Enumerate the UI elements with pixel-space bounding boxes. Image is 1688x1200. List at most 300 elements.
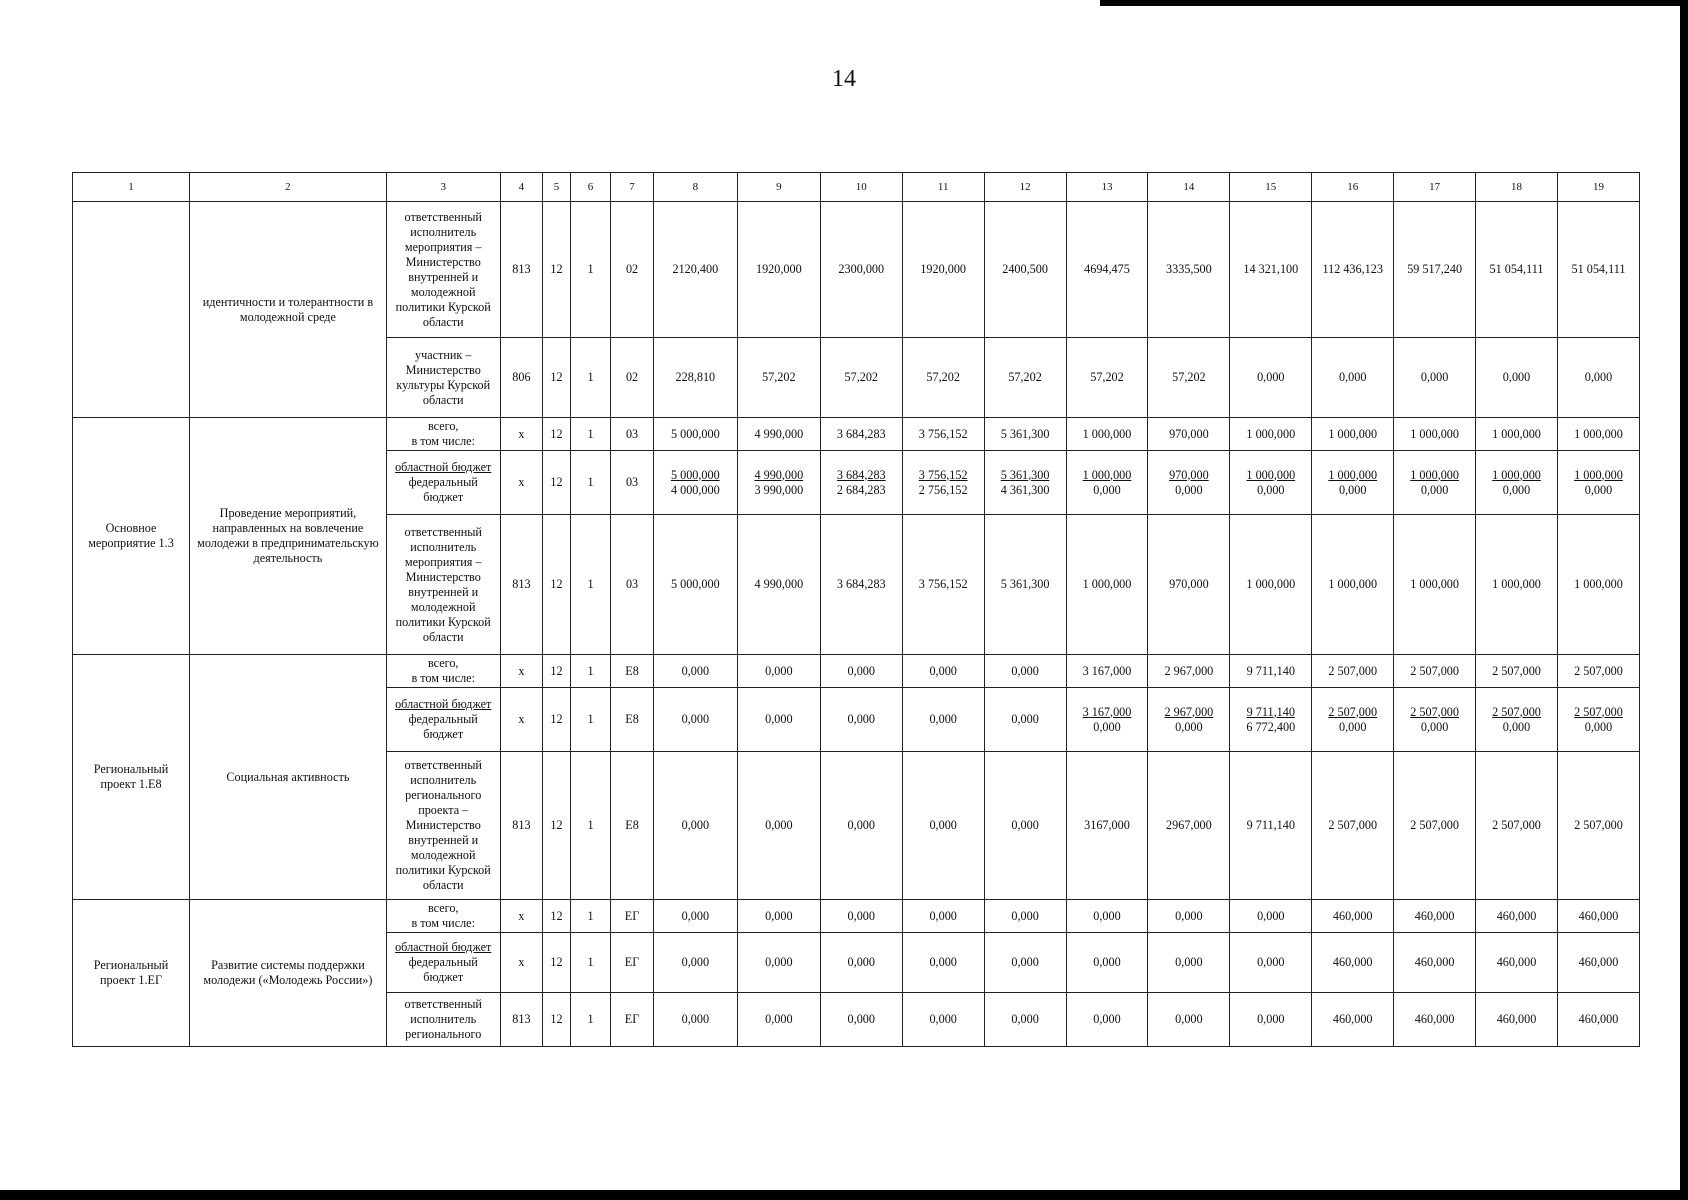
federal-budget-value: 0,000: [1175, 482, 1203, 497]
regional-budget-value: 4 990,000: [754, 467, 804, 482]
amount-value: 460,000: [1414, 1012, 1455, 1026]
value-cell: [1066, 993, 1148, 1047]
federal-budget-value: 0,000: [1502, 719, 1531, 734]
budget-value: 0,000: [681, 955, 710, 969]
participant-cell: [386, 338, 500, 418]
activity-name-cell: Социальная активность: [190, 655, 387, 900]
amount-value: 0,000: [929, 818, 957, 832]
scan-border-right: [1680, 0, 1688, 1200]
value-cell: [902, 752, 984, 900]
federal-budget-value: 4 000,000: [670, 482, 720, 497]
value-cell: [902, 338, 984, 418]
value-cell: [1394, 338, 1476, 418]
value-cell: [1476, 752, 1558, 900]
value-cell: [653, 515, 737, 655]
amount-value: 14 321,100: [1243, 262, 1299, 276]
value-cell: [984, 933, 1066, 993]
code-cell: ЕГ: [611, 900, 654, 933]
value-cell: [1394, 418, 1476, 451]
amount-value: 2967,000: [1166, 818, 1212, 832]
amount-value: 1 000,000: [1082, 426, 1132, 441]
budget-value: 0,000: [847, 955, 875, 969]
value-cell: [1394, 900, 1476, 933]
amount-value: 3 756,152: [918, 577, 968, 591]
value-cell: [984, 515, 1066, 655]
amount-value: 9 711,140: [1246, 663, 1295, 678]
value-cell: [1394, 688, 1476, 752]
value-cell: [1557, 338, 1639, 418]
participant-label: участник – Министерство культуры Курской области: [396, 347, 491, 407]
amount-value: 2 967,000: [1164, 663, 1214, 678]
code-cell: 03: [611, 418, 654, 451]
value-cell: [1230, 515, 1312, 655]
participant-cell: [386, 900, 500, 933]
value-cell: [1148, 515, 1230, 655]
participant-cell: [386, 933, 500, 993]
amount-value: 0,000: [1011, 663, 1039, 678]
value-cell: [1557, 655, 1639, 688]
value-cell: [984, 993, 1066, 1047]
code-cell: x: [500, 900, 543, 933]
column-number-header: 18: [1476, 173, 1558, 202]
amount-value: 0,000: [929, 663, 957, 678]
code-cell: Е8: [611, 688, 654, 752]
code-cell: 03: [611, 451, 654, 515]
value-cell: [820, 900, 902, 933]
federal-budget-value: 0,000: [1502, 482, 1531, 497]
amount-value: 57,202: [1090, 370, 1124, 384]
budget-value: 460,000: [1332, 955, 1373, 969]
value-cell: [1230, 655, 1312, 688]
amount-value: 1 000,000: [1410, 577, 1459, 591]
value-cell: [1066, 418, 1148, 451]
column-number-header: 14: [1148, 173, 1230, 202]
value-cell: [820, 752, 902, 900]
column-number-header: 2: [190, 173, 387, 202]
value-cell: [1148, 752, 1230, 900]
amount-value: 0,000: [1175, 1012, 1203, 1026]
value-cell: [820, 655, 902, 688]
value-cell: [1476, 688, 1558, 752]
regional-budget-label: областной бюджет: [395, 697, 492, 711]
value-cell: [984, 900, 1066, 933]
budget-value: 0,000: [1093, 955, 1121, 969]
code-cell: 1: [570, 688, 610, 752]
value-cell: [737, 993, 820, 1047]
value-cell: [1230, 993, 1312, 1047]
amount-value: 1 000,000: [1410, 426, 1459, 441]
value-cell: [902, 515, 984, 655]
participant-label: ответственный исполнитель мероприятия – Министерство внутренней и молодежной политики Курской области: [395, 209, 491, 329]
value-cell: [1066, 900, 1148, 933]
code-cell: 813: [500, 202, 543, 338]
amount-value: 2400,500: [1002, 262, 1048, 276]
amount-value: 0,000: [681, 818, 710, 832]
value-cell: [1230, 451, 1312, 515]
column-number-header: 7: [611, 173, 654, 202]
federal-budget-value: 2 684,283: [836, 482, 886, 497]
amount-value: 0,000: [1257, 908, 1285, 923]
budget-value: 460,000: [1414, 955, 1455, 969]
value-cell: [820, 451, 902, 515]
value-cell: [1066, 338, 1148, 418]
value-cell: [984, 418, 1066, 451]
amount-value: 112 436,123: [1322, 262, 1383, 276]
amount-value: 2 507,000: [1410, 818, 1459, 832]
column-number-header: 3: [386, 173, 500, 202]
value-cell: [1476, 933, 1558, 993]
budget-table: [72, 172, 1640, 1047]
code-cell: 1: [570, 202, 610, 338]
column-number-header: 17: [1394, 173, 1476, 202]
amount-value: 3 684,283: [836, 426, 886, 441]
participant-cell: [386, 993, 500, 1047]
amount-value: 0,000: [847, 818, 875, 832]
amount-value: 0,000: [765, 1012, 793, 1026]
value-cell: [1230, 688, 1312, 752]
code-cell: 1: [570, 900, 610, 933]
value-cell: [1066, 202, 1148, 338]
code-cell: 03: [611, 515, 654, 655]
code-cell: 02: [611, 338, 654, 418]
regional-budget-value: 5 000,000: [670, 467, 720, 482]
amount-value: 2120,400: [672, 262, 719, 276]
amount-value: 3335,500: [1166, 262, 1212, 276]
amount-value: 4694,475: [1084, 262, 1130, 276]
amount-value: 9 711,140: [1246, 818, 1295, 832]
value-cell: [737, 933, 820, 993]
value-cell: [1230, 338, 1312, 418]
code-cell: 12: [543, 451, 571, 515]
regional-budget-value: 1 000,000: [1082, 467, 1132, 482]
column-number-header: 6: [570, 173, 610, 202]
code-cell: x: [500, 655, 543, 688]
amount-value: 970,000: [1169, 426, 1209, 441]
value-cell: [1230, 752, 1312, 900]
amount-value: 5 361,300: [1000, 577, 1050, 591]
regional-budget-value: 3 756,152: [918, 467, 968, 482]
amount-value: 1920,000: [920, 262, 967, 276]
amount-value: 1920,000: [755, 262, 802, 276]
value-cell: [1476, 515, 1558, 655]
activity-code-cell: Региональный проект 1.Е8: [73, 655, 190, 900]
value-cell: [1394, 933, 1476, 993]
value-cell: [1394, 451, 1476, 515]
value-cell: [1148, 202, 1230, 338]
regional-budget-value: 2 507,000: [1410, 704, 1459, 719]
activity-code-cell: Региональный проект 1.ЕГ: [73, 900, 190, 1047]
total-label: всего,: [427, 901, 459, 915]
amount-value: 0,000: [929, 908, 957, 923]
amount-value: 2 507,000: [1328, 818, 1378, 832]
amount-value: 59 517,240: [1407, 262, 1463, 276]
value-cell: [1312, 933, 1394, 993]
amount-value: 4 990,000: [754, 426, 804, 441]
amount-value: 0,000: [1011, 908, 1039, 923]
value-cell: [1476, 993, 1558, 1047]
amount-value: 51 054,111: [1489, 262, 1544, 276]
value-cell: [1148, 655, 1230, 688]
value-cell: [737, 418, 820, 451]
value-cell: [1557, 451, 1639, 515]
code-cell: 1: [570, 418, 610, 451]
value-cell: [1312, 655, 1394, 688]
amount-value: 57,202: [1008, 370, 1042, 384]
value-cell: [1476, 900, 1558, 933]
code-cell: ЕГ: [611, 993, 654, 1047]
participant-cell: [386, 688, 500, 752]
amount-value: 1 000,000: [1246, 577, 1296, 591]
column-number-header: 8: [653, 173, 737, 202]
amount-value: 0,000: [1502, 370, 1531, 384]
activity-code-cell: [73, 202, 190, 418]
value-cell: [1148, 900, 1230, 933]
amount-value: 57,202: [926, 370, 960, 384]
column-number-row: [73, 173, 1640, 202]
value-cell: [1148, 688, 1230, 752]
value-cell: [820, 202, 902, 338]
value-cell: [820, 933, 902, 993]
code-cell: 1: [570, 515, 610, 655]
amount-value: 0,000: [847, 663, 875, 678]
column-number-header: 12: [984, 173, 1066, 202]
amount-value: 57,202: [844, 370, 879, 384]
amount-value: 0,000: [765, 908, 793, 923]
federal-budget-value: 0,000: [1175, 719, 1203, 734]
federal-budget-label: федеральный бюджет: [408, 955, 478, 984]
column-number-header: 19: [1557, 173, 1639, 202]
value-cell: [984, 655, 1066, 688]
budget-value: 0,000: [1011, 955, 1039, 969]
amount-value: 2300,000: [838, 262, 885, 276]
code-cell: 12: [543, 993, 571, 1047]
value-cell: [653, 993, 737, 1047]
amount-value: 5 000,000: [670, 426, 720, 441]
amount-value: 0,000: [847, 1012, 875, 1026]
code-cell: 1: [570, 933, 610, 993]
value-cell: [653, 418, 737, 451]
federal-budget-value: 0,000: [1420, 719, 1449, 734]
value-cell: [737, 451, 820, 515]
amount-value: 0,000: [1584, 370, 1613, 384]
value-cell: [984, 451, 1066, 515]
code-cell: 1: [570, 752, 610, 900]
value-cell: [1557, 900, 1639, 933]
value-cell: [653, 202, 737, 338]
amount-value: 970,000: [1169, 577, 1209, 591]
value-cell: [902, 900, 984, 933]
column-number-header: 11: [902, 173, 984, 202]
amount-value: 0,000: [1257, 370, 1285, 384]
federal-budget-value: 0,000: [1584, 719, 1613, 734]
column-number-header: 1: [73, 173, 190, 202]
value-cell: [1066, 515, 1148, 655]
amount-value: 0,000: [1175, 908, 1203, 923]
value-cell: [1148, 993, 1230, 1047]
value-cell: [737, 202, 820, 338]
value-cell: [902, 688, 984, 752]
federal-budget-value: 6 772,400: [1246, 719, 1296, 734]
budget-value: 0,000: [929, 955, 957, 969]
code-cell: 12: [543, 202, 571, 338]
amount-value: 460,000: [1332, 1012, 1373, 1026]
value-cell: [1148, 418, 1230, 451]
participant-cell: [386, 655, 500, 688]
value-cell: [653, 688, 737, 752]
code-cell: 12: [543, 515, 571, 655]
column-number-header: 16: [1312, 173, 1394, 202]
column-number-header: 4: [500, 173, 543, 202]
code-cell: x: [500, 688, 543, 752]
amount-value: 0,000: [1420, 370, 1449, 384]
value-cell: [1557, 688, 1639, 752]
value-cell: [653, 752, 737, 900]
value-cell: [902, 655, 984, 688]
budget-value: 460,000: [1578, 955, 1619, 969]
regional-budget-value: 2 507,000: [1492, 704, 1541, 719]
value-cell: [1394, 752, 1476, 900]
value-cell: [653, 338, 737, 418]
value-cell: [1557, 752, 1639, 900]
column-number-header: 5: [543, 173, 571, 202]
regional-budget-value: 0,000: [847, 712, 875, 726]
participant-cell: [386, 202, 500, 338]
value-cell: [653, 900, 737, 933]
federal-budget-value: 2 756,152: [918, 482, 968, 497]
regional-budget-value: 1 000,000: [1492, 467, 1541, 482]
code-cell: 12: [543, 900, 571, 933]
federal-budget-value: 0,000: [1093, 482, 1121, 497]
federal-budget-value: 0,000: [1420, 482, 1449, 497]
amount-value: 51 054,111: [1571, 262, 1626, 276]
amount-value: 0,000: [765, 663, 793, 678]
code-cell: 806: [500, 338, 543, 418]
value-cell: [984, 202, 1066, 338]
total-label: всего,: [427, 656, 459, 670]
federal-budget-value: 0,000: [1584, 482, 1613, 497]
amount-value: 3 756,152: [918, 426, 968, 441]
value-cell: [1148, 451, 1230, 515]
code-cell: 813: [500, 752, 543, 900]
value-cell: [1312, 515, 1394, 655]
value-cell: [1312, 688, 1394, 752]
value-cell: [1476, 655, 1558, 688]
code-cell: 813: [500, 515, 543, 655]
value-cell: [737, 515, 820, 655]
participant-cell: [386, 515, 500, 655]
amount-value: 0,000: [1011, 1012, 1039, 1026]
activity-name-cell: идентичности и толерантности в молодежной среде: [190, 202, 387, 418]
code-cell: 813: [500, 993, 543, 1047]
value-cell: [1312, 993, 1394, 1047]
table-row: [73, 900, 1640, 933]
value-cell: [984, 688, 1066, 752]
federal-budget-value: 0,000: [1338, 719, 1367, 734]
participant-cell: [386, 451, 500, 515]
value-cell: [902, 202, 984, 338]
value-cell: [984, 752, 1066, 900]
column-number-header: 13: [1066, 173, 1148, 202]
value-cell: [1557, 933, 1639, 993]
value-cell: [737, 338, 820, 418]
including-label: в том числе:: [411, 434, 475, 448]
value-cell: [1148, 933, 1230, 993]
value-cell: [1066, 933, 1148, 993]
federal-budget-label: федеральный бюджет: [408, 475, 478, 504]
value-cell: [902, 933, 984, 993]
amount-value: 0,000: [1093, 908, 1121, 923]
participant-cell: [386, 418, 500, 451]
amount-value: 1 000,000: [1574, 426, 1623, 441]
amount-value: 1 000,000: [1246, 426, 1296, 441]
regional-budget-value: 0,000: [929, 712, 957, 726]
participant-label: ответственный исполнитель регионального проекта – Министерство внутренней и молодежной политики Курской области: [395, 758, 491, 892]
federal-budget-value: 3 990,000: [754, 482, 804, 497]
regional-budget-value: 3 684,283: [836, 467, 886, 482]
including-label: в том числе:: [411, 671, 475, 685]
amount-value: 2 507,000: [1410, 663, 1459, 678]
value-cell: [1312, 202, 1394, 338]
amount-value: 0,000: [765, 818, 793, 832]
amount-value: 5 361,300: [1000, 426, 1050, 441]
code-cell: 1: [570, 655, 610, 688]
amount-value: 3 684,283: [836, 577, 886, 591]
budget-value: 0,000: [1175, 955, 1203, 969]
participant-label: ответственный исполнитель мероприятия – Министерство внутренней и молодежной политики Курской области: [395, 524, 491, 644]
code-cell: 1: [570, 338, 610, 418]
code-cell: Е8: [611, 752, 654, 900]
regional-budget-label: областной бюджет: [395, 460, 492, 474]
code-cell: 12: [543, 655, 571, 688]
amount-value: 2 507,000: [1574, 663, 1623, 678]
amount-value: 1 000,000: [1492, 426, 1541, 441]
value-cell: [820, 338, 902, 418]
value-cell: [737, 900, 820, 933]
federal-budget-label: федеральный бюджет: [408, 712, 478, 741]
value-cell: [653, 933, 737, 993]
value-cell: [1394, 515, 1476, 655]
code-cell: 12: [543, 933, 571, 993]
value-cell: [1557, 418, 1639, 451]
regional-budget-label: областной бюджет: [395, 940, 492, 954]
value-cell: [1066, 688, 1148, 752]
value-cell: [1312, 338, 1394, 418]
code-cell: 02: [611, 202, 654, 338]
amount-value: 0,000: [929, 1012, 957, 1026]
value-cell: [1066, 451, 1148, 515]
amount-value: 2 507,000: [1574, 818, 1623, 832]
value-cell: [737, 752, 820, 900]
page-number: 14: [832, 66, 856, 92]
value-cell: [1230, 202, 1312, 338]
code-cell: 12: [543, 418, 571, 451]
column-number-header: 9: [737, 173, 820, 202]
value-cell: [1394, 993, 1476, 1047]
amount-value: 0,000: [681, 663, 710, 678]
regional-budget-value: 3 167,000: [1082, 704, 1132, 719]
federal-budget-value: 4 361,300: [1000, 482, 1050, 497]
amount-value: 1 000,000: [1082, 577, 1132, 591]
regional-budget-value: 2 967,000: [1164, 704, 1214, 719]
including-label: в том числе:: [411, 916, 475, 930]
amount-value: 0,000: [1093, 1012, 1121, 1026]
value-cell: [1230, 900, 1312, 933]
regional-budget-value: 9 711,140: [1246, 704, 1295, 719]
amount-value: 57,202: [762, 370, 796, 384]
federal-budget-value: 0,000: [1257, 482, 1285, 497]
amount-value: 57,202: [1172, 370, 1206, 384]
value-cell: [1557, 515, 1639, 655]
